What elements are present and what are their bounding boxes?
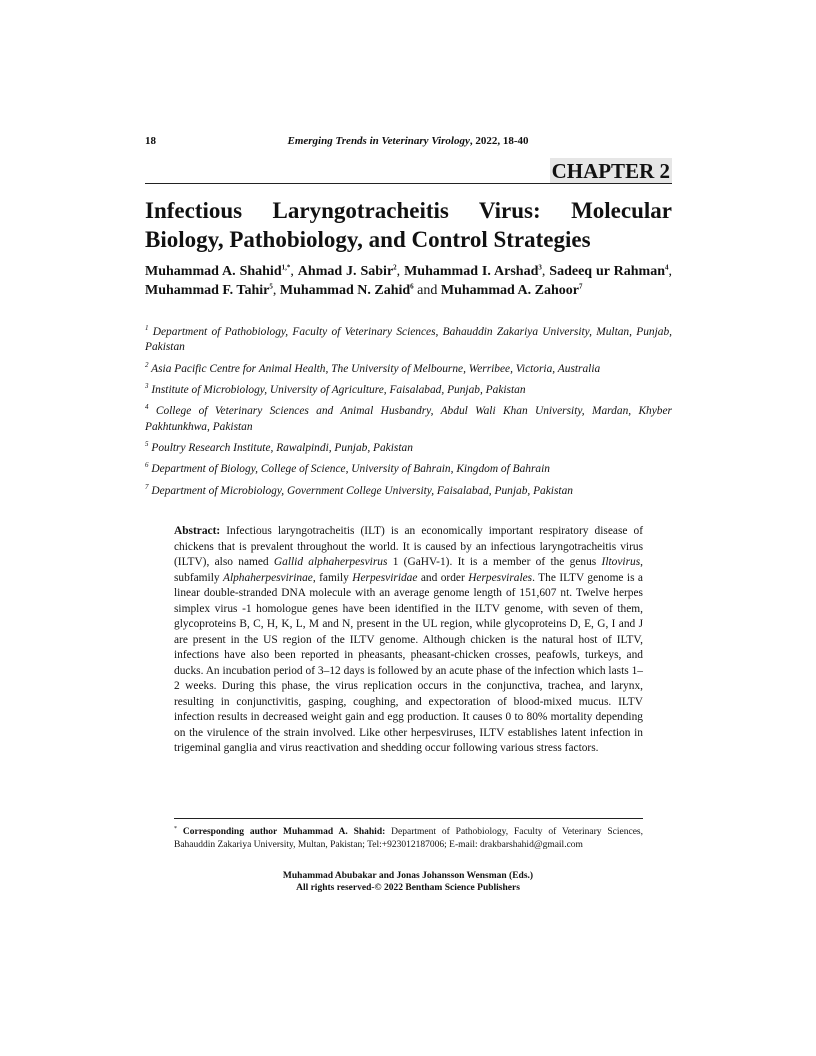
author-affiliation-mark: 7 — [578, 282, 583, 291]
affiliation-text: College of Veterinary Sciences and Animal Husbandry, Abdul Wali Khan University, Mardan, Khyber Pakhtunkhwa, Pakistan — [145, 405, 672, 433]
corresponding-author-footnote — [174, 823, 643, 851]
affiliation-number: 4 — [145, 403, 149, 412]
abstract-text: . The ILTV genome is a linear double-stranded DNA molecule with an average genome length of 151,607 nt. Twelve herpes simplex virus -1 homologue genes have been identified in the ILTV genome, with seven of them, glycoproteins B, C, H, K, L, M and N, present in the UL region, while glycoproteins D, E, G, I and J are present in the US region of the ILTV genome. Although chicken is the natural host of ILTV, infections have also been reported in pheasants, pheasant-chicken crosses, peafowls, turkeys, and ducks. An incubation period of 3–12 days is followed by an acute phase of the infection which lasts 1–2 weeks. During this phase, the virus replication occurs in the conjunctiva, trachea, and larynx, resulting in conjunctivitis, gasping, coughing, and expectoration of blood-mixed mucus. ILTV infection results in decreased weight gain and egg production. It causes 0 to 80% mortality depending on the virulence of the strain involved. Like other herpesviruses, ILTV establishes latent infection in trigeminal ganglia and virus reactivation and shedding occur following various stress factors. — [174, 571, 643, 754]
running-head — [0, 135, 816, 147]
author-name: Muhammad A. Zahoor — [440, 283, 579, 298]
author-name: Muhammad N. Zahid — [279, 283, 411, 298]
affiliation-number: 6 — [145, 461, 149, 470]
affiliation — [145, 358, 672, 377]
author-affiliation-mark: 5 — [269, 282, 273, 291]
author-affiliation-mark: 2 — [393, 263, 397, 272]
author-affiliation-mark: 1,* — [281, 263, 291, 272]
affiliation-text: Department of Biology, College of Science, University of Bahrain, Kingdom of Bahrain — [151, 463, 550, 476]
abstract — [174, 524, 643, 757]
affiliation — [145, 379, 672, 398]
author-separator: , — [541, 264, 550, 279]
abstract-italic-term: Herpesvirales — [468, 571, 533, 584]
abstract-italic-term: Gallid alphaherpesvirus — [273, 556, 388, 568]
abstract-label: Abstract: — [174, 525, 221, 537]
author-separator: , — [290, 264, 298, 279]
affiliation-number: 2 — [145, 360, 149, 369]
copyright-line: All rights reserved-© 2022 Bentham Science Publishers — [296, 883, 520, 893]
author-affiliation-mark: 4 — [665, 263, 669, 272]
affiliation — [145, 480, 672, 499]
author-affiliation-mark: 3 — [538, 263, 542, 272]
author-affiliation-mark: 6 — [410, 282, 414, 291]
abstract-text: , family — [312, 571, 353, 584]
affiliation — [145, 458, 672, 477]
editors-line: Muhammad Abubakar and Jonas Johansson Wensman (Eds.) — [282, 871, 534, 881]
abstract-italic-term: Herpesviridae — [352, 571, 418, 584]
chapter-label: CHAPTER 2 — [551, 159, 670, 183]
author-separator: , — [396, 264, 405, 279]
author-separator: , — [668, 264, 673, 279]
affiliation-number: 7 — [145, 482, 149, 491]
author-name: Muhammad A. Shahid — [145, 264, 282, 279]
author-name: Muhammad F. Tahir — [145, 283, 270, 298]
page-number: 18 — [145, 135, 156, 147]
author-separator: , — [272, 283, 280, 298]
affiliation-text: Asia Pacific Centre for Animal Health, The University of Melbourne, Werribee, Victoria, Australia — [151, 362, 601, 375]
affiliation-text: Department of Microbiology, Government College University, Faisalabad, Punjab, Pakistan — [151, 484, 573, 497]
footnote-mark: * — [174, 826, 177, 832]
affiliation-list — [145, 321, 672, 501]
chapter-divider — [145, 183, 672, 184]
journal-title: Emerging Trends in Veterinary Virology — [287, 135, 470, 147]
affiliation-number: 3 — [145, 382, 149, 391]
affiliation — [145, 321, 672, 356]
footnote-divider — [174, 818, 643, 819]
author-list — [145, 262, 672, 300]
journal-citation: , 2022, 18-40 — [469, 135, 529, 147]
abstract-italic-term: Iltovirus — [601, 556, 641, 568]
affiliation-text: Poultry Research Institute, Rawalpindi, Punjab, Pakistan — [151, 441, 413, 454]
author-name: Sadeeq ur Rahman — [549, 264, 666, 279]
author-separator: and — [413, 283, 441, 298]
author-name: Muhammad I. Arshad — [404, 264, 539, 279]
footnote-text: Department of Pathobiology, Faculty of Veterinary Sciences, Bahauddin Zakariya University, Multan, Pakistan; Tel:+923012187006; E-mail: drakbarshahid@gmail.com — [174, 827, 644, 850]
footnote-lead: Corresponding author Muhammad A. Shahid: — [182, 827, 386, 838]
abstract-text: , subfamily — [174, 556, 643, 584]
affiliation-number: 5 — [145, 440, 149, 449]
paper-title: Infectious Laryngotracheitis Virus: Molecular Biology, Pathobiology, and Control Strategies — [145, 198, 672, 252]
affiliation-text: Department of Pathobiology, Faculty of Veterinary Sciences, Bahauddin Zakariya University, Multan, Punjab, Pakistan — [145, 325, 672, 354]
affiliation-number: 1 — [145, 324, 149, 332]
affiliation — [145, 400, 672, 435]
author-name: Ahmad J. Sabir — [297, 264, 394, 279]
affiliation-text: Institute of Microbiology, University of Agriculture, Faisalabad, Punjab, Pakistan — [151, 383, 526, 396]
abstract-text: 1 (GaHV-1). It is a member of the genus — [387, 556, 602, 568]
abstract-text: Infectious laryngotracheitis (ILT) is an economically important respiratory disease of chickens that is prevalent throughout the world. It is caused by an infectious laryngotracheitis virus (ILTV), also named — [174, 525, 643, 568]
abstract-italic-term: Alphaherpesvirinae — [222, 571, 313, 584]
affiliation — [145, 437, 672, 456]
abstract-text: and order — [417, 571, 469, 584]
